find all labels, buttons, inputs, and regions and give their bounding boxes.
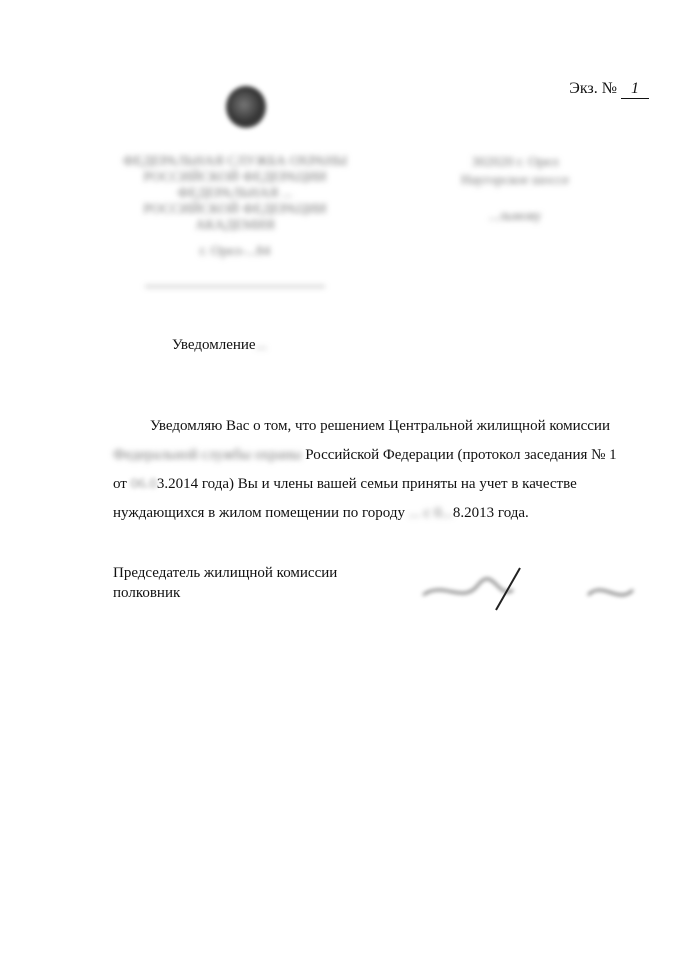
- body-text: от: [113, 476, 127, 492]
- title-text: Уведомление: [172, 337, 256, 353]
- letterhead-left: [110, 154, 360, 287]
- recipient-line: ...льмову: [488, 209, 542, 224]
- address-line: Наугорское шоссе: [460, 173, 570, 188]
- body-line-4: [113, 499, 685, 528]
- document-body: [113, 412, 685, 528]
- address-line: [400, 190, 630, 208]
- signer-rank: полковник: [113, 585, 181, 601]
- emblem-icon: [226, 86, 266, 128]
- letterhead-line: ФЕДЕРАЛЬНАЯ СЛУЖБА ОХРАНЫ: [122, 154, 348, 169]
- address-line: 302020 г. Орел: [471, 155, 559, 170]
- blurred-text: Федеральной службы охраны: [113, 447, 302, 463]
- body-line-3: [113, 470, 685, 499]
- letterhead-right: [400, 154, 630, 226]
- letterhead-line: ФЕДЕРАЛЬНАЯ ...: [177, 186, 293, 201]
- letterhead-line: РОССИЙСКОЙ ФЕДЕРАЦИИ: [143, 202, 327, 217]
- body-text: нуждающихся в жилом помещении по городу: [113, 505, 405, 521]
- signature-block: [113, 563, 337, 603]
- signer-position: Председатель жилищной комиссии: [113, 565, 338, 581]
- blurred-text: 06.0: [130, 476, 157, 492]
- blurred-text: ... с 0...: [408, 505, 453, 521]
- body-text: Российской Федерации (протокол заседания № 1: [305, 447, 617, 463]
- document-title: [172, 337, 267, 354]
- copy-label: Экз. №: [569, 80, 617, 97]
- body-text: 3.2014 года) Вы и члены вашей семьи приняты на учет в качестве: [156, 476, 577, 492]
- signature-icon: [418, 560, 658, 620]
- letterhead-line: АКАДЕМИЯ: [195, 218, 275, 233]
- body-text: 8.2013 года.: [452, 505, 529, 521]
- letterhead-line: РОССИЙСКОЙ ФЕДЕРАЦИИ: [143, 170, 327, 185]
- copy-number: [569, 80, 649, 99]
- body-line-1: Уведомляю Вас о том, что решением Центральной жилищной комиссии: [150, 418, 610, 434]
- letterhead-city: г. Орел-...84: [199, 244, 271, 259]
- title-blurred: ...: [255, 337, 267, 353]
- copy-number-value: 1: [621, 80, 649, 99]
- body-line-2: [113, 441, 685, 470]
